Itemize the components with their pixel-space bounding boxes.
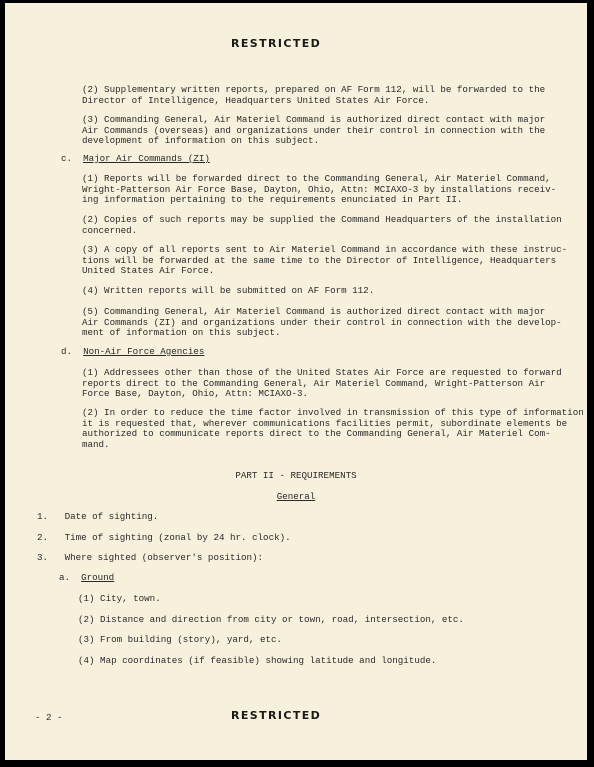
page-number: - 2 - [35,712,63,723]
requirement-item-2: 2. Time of sighting (zonal by 24 hr. clock). [37,532,291,543]
part2-title: PART II - REQUIREMENTS [235,470,357,481]
ground-item-4: (4) Map coordinates (if feasible) showing latitude and longitude. [78,655,437,666]
requirement-item-1: 1. Date of sighting. [37,511,159,522]
paragraph-d1: (1) Addressees other than those of the United States Air Force are requested to forward reports direct to the Commanding General, Air Materiel Command, Wright-Patterson Air Force Base, Dayton, Ohio, Attn: MCIAXO-3. [82,367,562,400]
part2-subtitle: General [276,491,316,502]
paragraph-c3: (3) A copy of all reports sent to Air Materiel Command in accordance with these instruc- tions will be forwarded at the same time to the Director of Intelligence, Headquarters United States Air Force. [82,244,568,277]
paragraph-c2: (2) Copies of such reports may be supplied the Command Headquarters of the installation concerned. [82,214,562,236]
ground-item-3: (3) From building (story), yard, etc. [78,634,282,645]
paragraph-c5: (5) Commanding General, Air Materiel Command is authorized direct contact with major Air Commands (ZI) and organizations under their control in connection with the develop- ment of information on this subject. [82,306,562,339]
header-classification: RESTRICTED [231,37,322,50]
document-page [5,3,587,760]
requirement-item-3: 3. Where sighted (observer's position): [37,552,264,563]
paragraph-c1: (1) Reports will be forwarded direct to the Commanding General, Air Materiel Command, Wright-Patterson Air Force Base, Dayton, Ohio, Attn: MCIAXO-3 by installations receiv- ing information pertaining to the requirements enunciated in Part II. [82,173,557,206]
paragraph-c4: (4) Written reports will be submitted on AF Form 112. [82,285,375,296]
ground-item-1: (1) City, town. [78,593,161,604]
section-c-heading: c. Major Air Commands (ZI) [61,153,210,164]
ground-heading: a. Ground [59,572,115,583]
ground-item-2: (2) Distance and direction from city or town, road, intersection, etc. [78,614,464,625]
section-d-heading: d. Non-Air Force Agencies [61,346,205,357]
footer-classification: RESTRICTED [231,709,322,722]
paragraph-d2: (2) In order to reduce the time factor involved in transmission of this type of information it is requested that, wherever communications facilities permit, subordinate elements be authorized to communicate reports direct to the Commanding General, Air Materiel Com- mand. [82,407,584,450]
paragraph-b3: (3) Commanding General, Air Materiel Command is authorized direct contact with major Air Commands (overseas) and organizations under their control in connection with the development of information on this subject. [82,114,546,147]
paragraph-b2: (2) Supplementary written reports, prepared on AF Form 112, will be forwarded to the Director of Intelligence, Headquarters United States Air Force. [82,84,546,106]
